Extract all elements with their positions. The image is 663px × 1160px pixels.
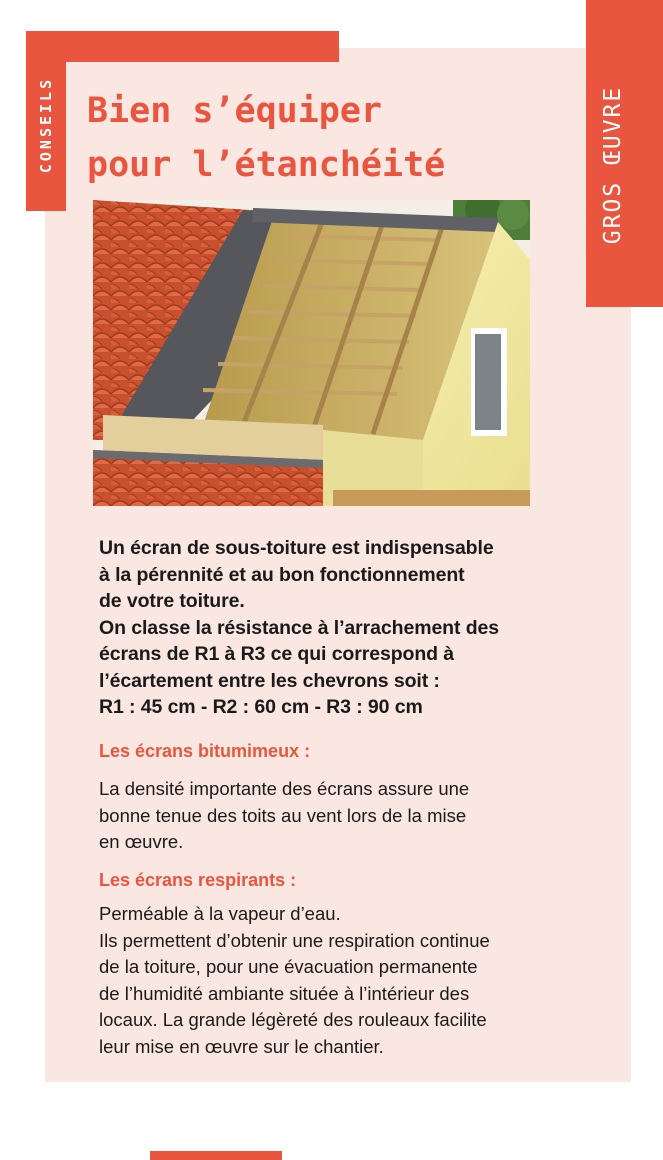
section-heading-bitumineux: Les écrans bitumimeux : [99,741,311,761]
intro-line: de votre toiture. [99,590,245,612]
conseils-label: CONSEILS [37,76,55,174]
top-accent-bar [26,31,339,62]
section-heading-respirants: Les écrans respirants : [99,870,297,890]
section-paragraph-respirants [99,901,599,1060]
title-line-1: Bien s’équiper [87,91,383,131]
title-line-2: pour l’étanchéité [87,145,446,185]
paragraph-line: locaux. La grande légèreté des rouleaux facilite [99,1009,487,1030]
intro-line: écrans de R1 à R3 ce qui correspond à [99,643,455,665]
intro-line: l’écartement entre les chevrons soit : [99,669,440,692]
roof-illustration [93,200,530,506]
intro-line: R1 : 45 cm - R2 : 60 cm - R3 : 90 cm [99,696,423,718]
intro-line: Un écran de sous-toiture est indispensable [99,537,494,559]
paragraph-line: de la toiture, pour une évacuation permanente [99,956,478,977]
paragraph-line: leur mise en œuvre sur le chantier. [99,1035,384,1057]
paragraph-line: bonne tenue des toits au vent lors de la mise [99,804,467,826]
intro-paragraph [99,535,599,721]
gros-oeuvre-label: GROS ŒUVRE [600,85,627,245]
bottom-accent-bar [150,1151,282,1160]
paragraph-line: Ils permettent d’obtenir une respiration continue [99,929,490,951]
paragraph-line: en œuvre. [99,831,184,852]
paragraph-line: La densité importante des écrans assure une [99,778,470,799]
section-paragraph-bitumineux [99,776,599,856]
paragraph-line: de l’humidité ambiante située à l’intérieur des [99,982,470,1004]
intro-line: à la pérennité et au bon fonctionnement [99,563,465,586]
paragraph-line: Perméable à la vapeur d’eau. [99,903,341,924]
intro-line: On classe la résistance à l’arrachement des [99,616,500,639]
page-title [87,84,527,192]
